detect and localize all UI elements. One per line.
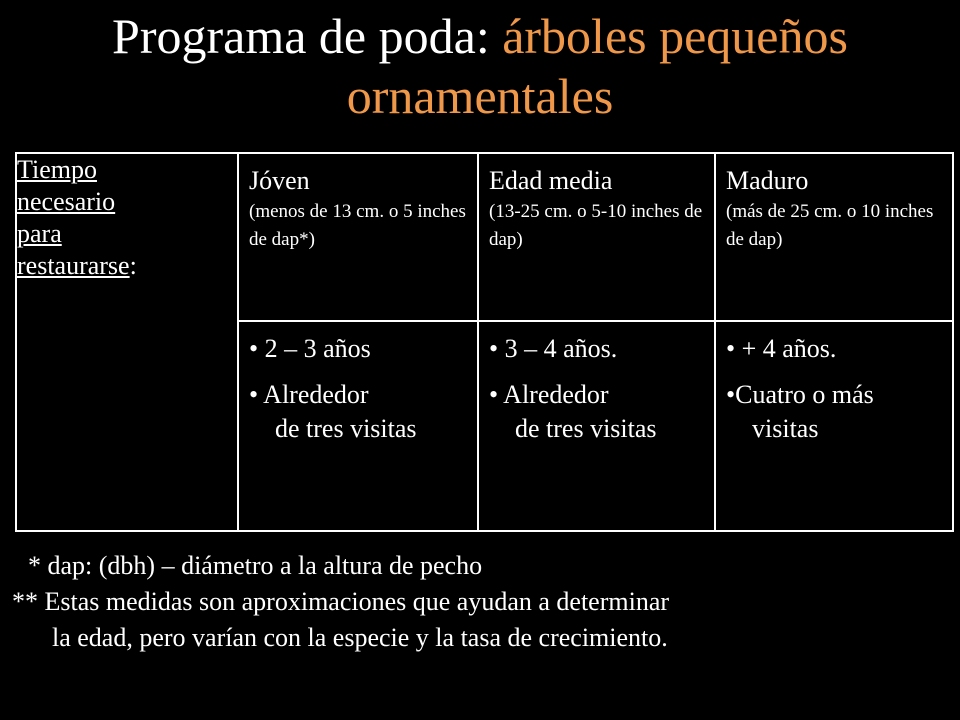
header-cell-edad-media [478,153,715,321]
row-label [17,154,237,282]
bullet-text: •Cuatro o más [726,380,874,409]
header-cell-joven [238,153,478,321]
bullet-text: • + 4 años. [726,334,837,363]
row-label-line: restaurarse [17,251,130,280]
row-label-line: para [17,219,62,248]
footnote-measures-line2: la edad, pero varían con la especie y la tasa de crecimiento. [52,623,668,652]
list-item [489,332,704,366]
title-main: Programa de poda: [112,8,503,64]
bullet-continuation: de tres visitas [275,414,417,443]
column-heading: Edad media [489,166,613,195]
bullet-text: • 3 – 4 años. [489,334,618,363]
slide-title [0,6,960,126]
row-label-line: necesario [17,187,116,216]
title-accent: árboles pequeños ornamentales [346,8,848,124]
list-item [489,378,704,446]
column-subheading: (más de 25 cm. o 10 inches de dap) [726,201,934,250]
bullet-text: • Alrededor [249,380,369,409]
row-label-cell [16,153,238,531]
bullet-continuation: visitas [752,414,819,443]
body-cell-maduro [715,321,953,531]
list-item [726,332,942,366]
row-label-line: Tiempo [17,155,97,184]
column-subheading: (menos de 13 cm. o 5 inches de dap*) [249,201,466,250]
bullet-text: • 2 – 3 años [249,334,371,363]
pruning-table [15,152,954,532]
body-cell-joven [238,321,478,531]
footnotes [12,548,952,656]
column-heading: Maduro [726,166,809,195]
header-cell-maduro [715,153,953,321]
body-cell-edad-media [478,321,715,531]
row-label-suffix: : [129,251,137,280]
column-subheading: (13-25 cm. o 5-10 inches de dap) [489,201,703,250]
footnote-dap: * dap: (dbh) – diámetro a la altura de pecho [28,551,483,580]
list-item [726,378,942,446]
footnote-measures-line1: ** Estas medidas son aproximaciones que ayudan a determinar [12,587,670,616]
list-item [249,378,467,446]
list-item [249,332,467,366]
bullet-continuation: de tres visitas [515,414,657,443]
column-heading: Jóven [249,166,310,195]
table-header-row [16,153,953,321]
bullet-text: • Alrededor [489,380,609,409]
